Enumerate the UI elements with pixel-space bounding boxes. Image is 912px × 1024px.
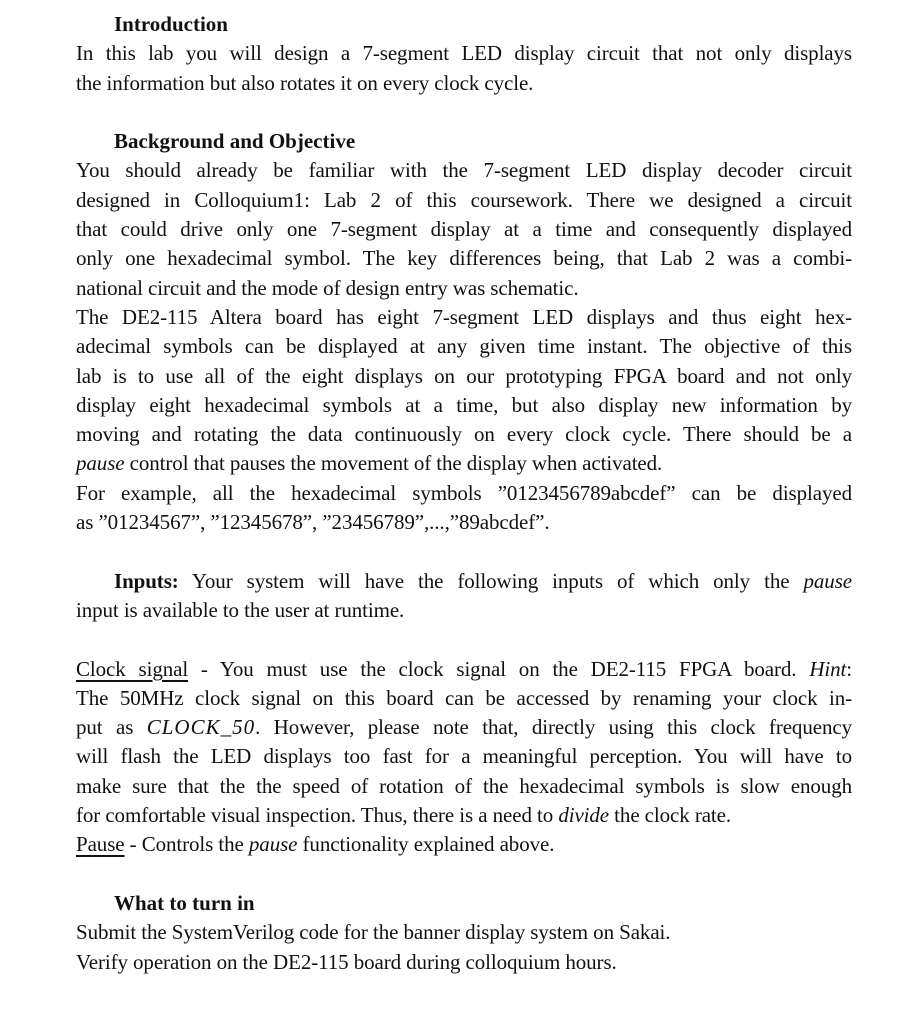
turn-in-line-1: Submit the SystemVerilog code for the banner display system on Sakai.	[76, 920, 671, 945]
turn-in-line-2: Verify operation on the DE2-115 board during colloquium hours.	[76, 949, 617, 974]
introduction-line-2: the information but also rotates it on every clock cycle.	[76, 70, 534, 95]
spacer	[76, 625, 852, 654]
hint-label: Hint	[809, 656, 847, 681]
pause-label: Pause	[76, 832, 125, 857]
clock-signal-line-1	[76, 655, 852, 684]
turn-in-heading: What to turn in	[114, 890, 255, 915]
clock-line3-prefix: put as	[76, 715, 147, 740]
background-pause-line	[76, 449, 852, 478]
lab-document	[76, 10, 852, 977]
clock-signal-line-5: make sure that the the speed of rotation of the hexadecimal symbols is slow enough	[76, 773, 852, 798]
background-p1-line-3: that could drive only one 7-segment display at a time and consequently displayed	[76, 217, 852, 242]
clock-50-identifier: CLOCK_50	[146, 715, 256, 740]
clock-line6-suffix: the clock rate.	[609, 803, 732, 828]
spacer	[76, 98, 852, 127]
inputs-line-2: input is available to the user at runtime.	[76, 597, 405, 622]
clock-signal-line-6	[76, 801, 852, 830]
inputs-heading: Inputs:	[114, 568, 179, 593]
clock-line6-prefix: for comfortable visual inspection. Thus, there is a need to	[76, 803, 559, 828]
background-heading: Background and Objective	[114, 129, 356, 154]
inputs-text: Your system will have the following inputs of which only the	[178, 568, 804, 593]
background-p2-line-2: adecimal symbols can be displayed at any given time instant. The objective of this	[76, 334, 852, 359]
pause-emphasis: pause	[76, 451, 125, 476]
clock-signal-text: - You must use the clock signal on the DE2-115 FPGA board.	[188, 656, 810, 681]
clock-signal-line-3	[76, 713, 852, 742]
pause-text-suffix: functionality explained above.	[297, 832, 555, 857]
pause-emphasis: pause	[248, 832, 298, 857]
spacer	[76, 537, 852, 566]
inputs-line-1	[76, 567, 852, 596]
background-p1-line-1: You should already be familiar with the 7-segment LED display decoder circuit	[76, 158, 852, 183]
clock-line3-suffix: . However, please note that, directly using this clock frequency	[255, 715, 852, 740]
pause-emphasis: pause	[803, 568, 852, 593]
pause-line-text: control that pauses the movement of the display when activated.	[124, 451, 663, 476]
background-p2-line-4: display eight hexadecimal symbols at a time, but also display new information by	[76, 392, 852, 417]
background-p1-line-4: only one hexadecimal symbol. The key differences being, that Lab 2 was a combi-	[76, 246, 852, 271]
background-p2-line-1: The DE2-115 Altera board has eight 7-segment LED displays and thus eight hex-	[76, 304, 852, 329]
hint-colon: :	[846, 656, 852, 681]
pause-line	[76, 830, 852, 859]
example-line-2: as ”01234567”, ”12345678”, ”23456789”,...,”89abcdef”.	[76, 510, 550, 535]
spacer	[76, 860, 852, 889]
background-p2-line-3: lab is to use all of the eight displays on our prototyping FPGA board and not only	[76, 363, 852, 388]
example-line-1: For example, all the hexadecimal symbols ”0123456789abcdef” can be displayed	[76, 480, 852, 505]
clock-signal-line-2: The 50MHz clock signal on this board can be accessed by renaming your clock in-	[76, 685, 852, 710]
clock-signal-label: Clock signal	[76, 656, 189, 681]
introduction-heading: Introduction	[114, 12, 228, 36]
pause-text-prefix: - Controls the	[124, 832, 249, 857]
divide-emphasis: divide	[558, 803, 610, 828]
background-p1-line-5: national circuit and the mode of design entry was schematic.	[76, 275, 579, 300]
clock-signal-line-4: will flash the LED displays too fast for a meaningful perception. You will have to	[76, 744, 852, 769]
background-p1-line-2: designed in Colloquium1: Lab 2 of this coursework. There we designed a circuit	[76, 187, 852, 212]
introduction-line-1: In this lab you will design a 7-segment LED display circuit that not only displays	[76, 41, 852, 66]
background-p2-line-5: moving and rotating the data continuously on every clock cycle. There should be a	[76, 422, 852, 447]
